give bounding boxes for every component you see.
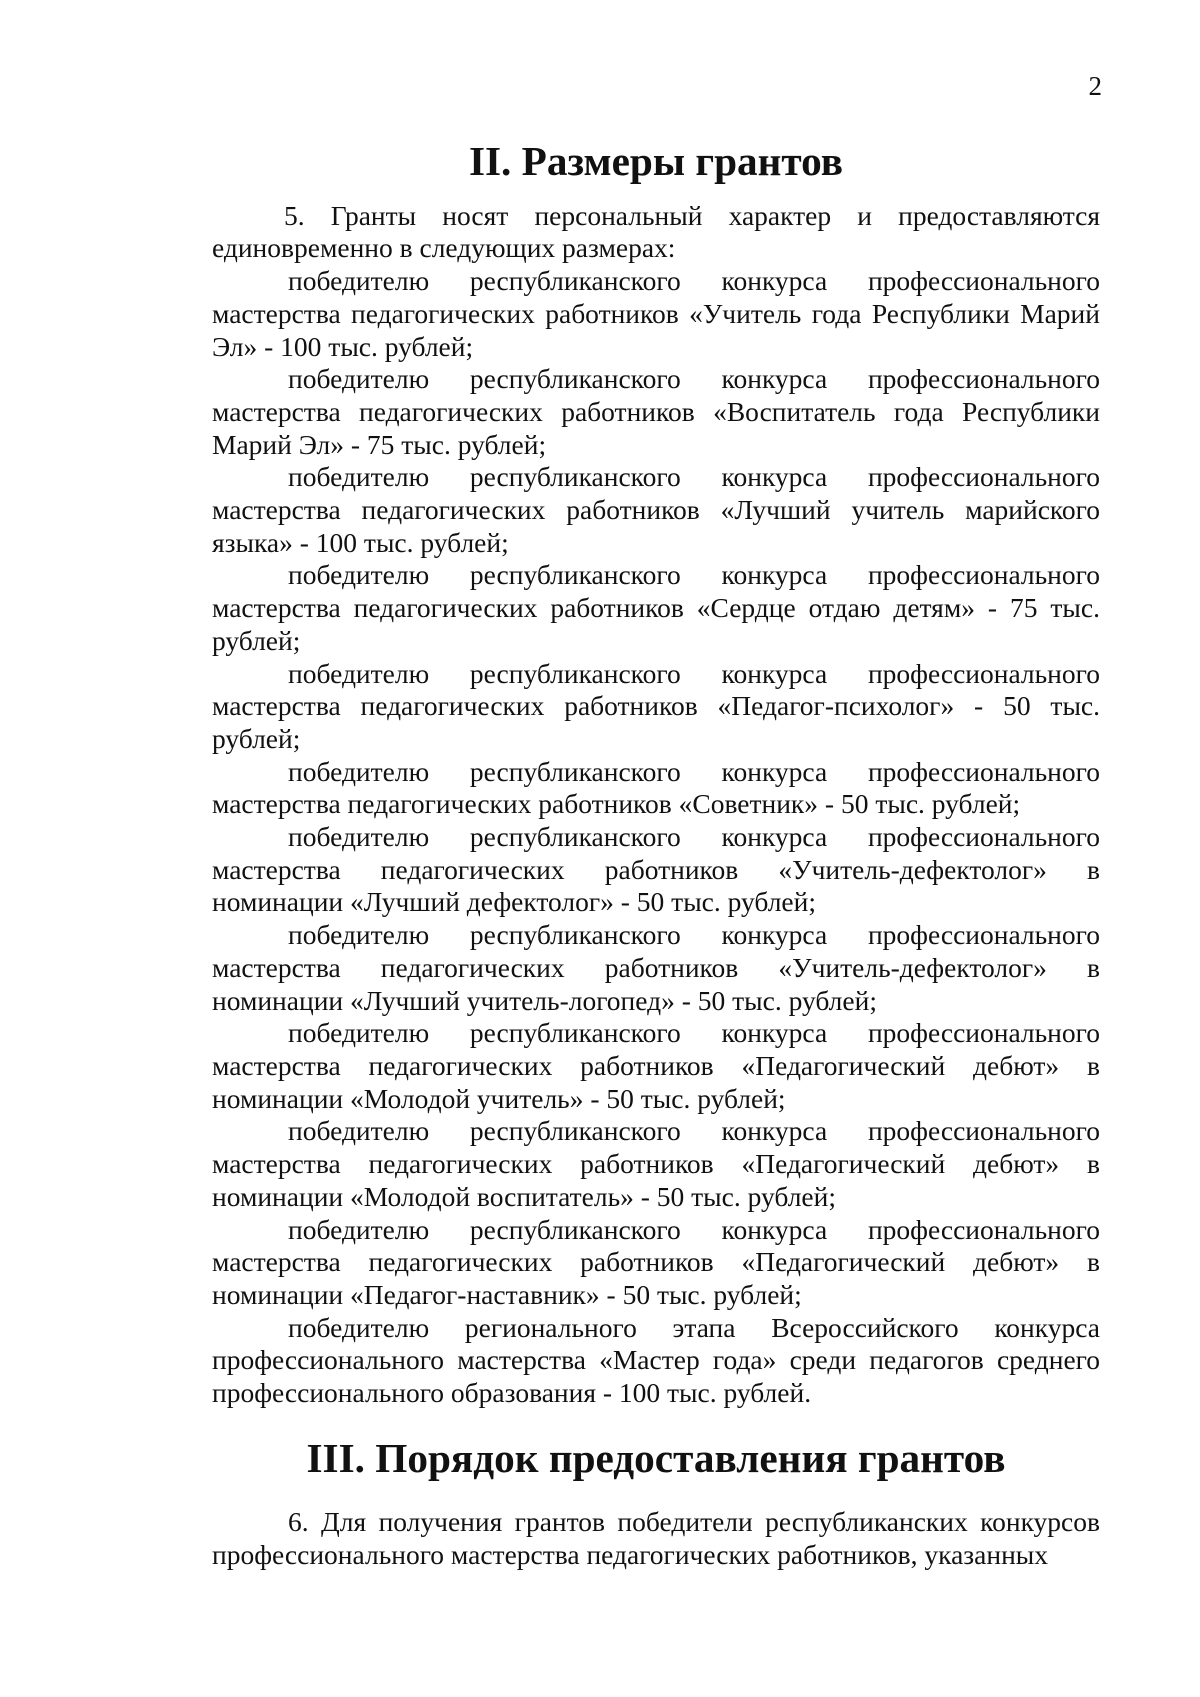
grant-item-best-speech-therapist: победителю республиканского конкурса профессионального мастерства педагогических работников «Учитель-дефектолог» в номинации «Лучший учитель-логопед» - 50 тыс. рублей; bbox=[212, 919, 1100, 1016]
grant-item-teacher-of-year: победителю республиканского конкурса профессионального мастерства педагогических работников «Учитель года Республики Марий Эл» - 100 тыс. рублей; bbox=[212, 265, 1100, 362]
grant-item-heart-to-children: победителю республиканского конкурса профессионального мастерства педагогических работников «Сердце отдаю детям» - 75 тыс. рублей; bbox=[212, 559, 1100, 656]
page-number: 2 bbox=[1088, 71, 1102, 101]
section-heading-grant-procedure: III. Порядок предоставления грантов bbox=[306, 1434, 1006, 1481]
grant-item-psychologist: победителю республиканского конкурса профессионального мастерства педагогических работников «Педагог-психолог» - 50 тыс. рублей; bbox=[212, 657, 1100, 754]
clause-6-paragraph: 6. Для получения грантов победители республиканских конкурсов профессионального мастерства педагогических работников, указанных bbox=[212, 1506, 1100, 1571]
grant-item-advisor: победителю республиканского конкурса профессионального мастерства педагогических работников «Советник» - 50 тыс. рублей; bbox=[212, 755, 1100, 820]
grant-item-educator-of-year: победителю республиканского конкурса профессионального мастерства педагогических работников «Воспитатель года Республики Марий Эл» - 75 тыс. рублей; bbox=[212, 363, 1100, 460]
grant-item-mentor: победителю республиканского конкурса профессионального мастерства педагогических работников «Педагогический дебют» в номинации «Педагог-наставник» - 50 тыс. рублей; bbox=[212, 1213, 1100, 1310]
grant-item-mari-language-teacher: победителю республиканского конкурса профессионального мастерства педагогических работников «Лучший учитель марийского языка» - 100 тыс. рублей; bbox=[212, 461, 1100, 558]
clause-5-paragraph: 5. Гранты носят персональный характер и предоставляются единовременно в следующих размерах: bbox=[212, 199, 1100, 264]
grant-item-young-educator: победителю республиканского конкурса профессионального мастерства педагогических работников «Педагогический дебют» в номинации «Молодой воспитатель» - 50 тыс. рублей; bbox=[212, 1115, 1100, 1212]
grant-item-best-defectologist: победителю республиканского конкурса профессионального мастерства педагогических работников «Учитель-дефектолог» в номинации «Лучший дефектолог» - 50 тыс. рублей; bbox=[212, 821, 1100, 918]
section-heading-grant-amounts: II. Размеры грантов bbox=[468, 138, 844, 184]
grant-item-master-of-year: победителю регионального этапа Всероссийского конкурса профессионального мастерства «Мастер года» среди педагогов среднего профессионального образования - 100 тыс. рублей. bbox=[212, 1311, 1100, 1409]
grant-item-young-teacher: победителю республиканского конкурса профессионального мастерства педагогических работников «Педагогический дебют» в номинации «Молодой учитель» - 50 тыс. рублей; bbox=[212, 1017, 1100, 1114]
document-body bbox=[212, 138, 1100, 1572]
